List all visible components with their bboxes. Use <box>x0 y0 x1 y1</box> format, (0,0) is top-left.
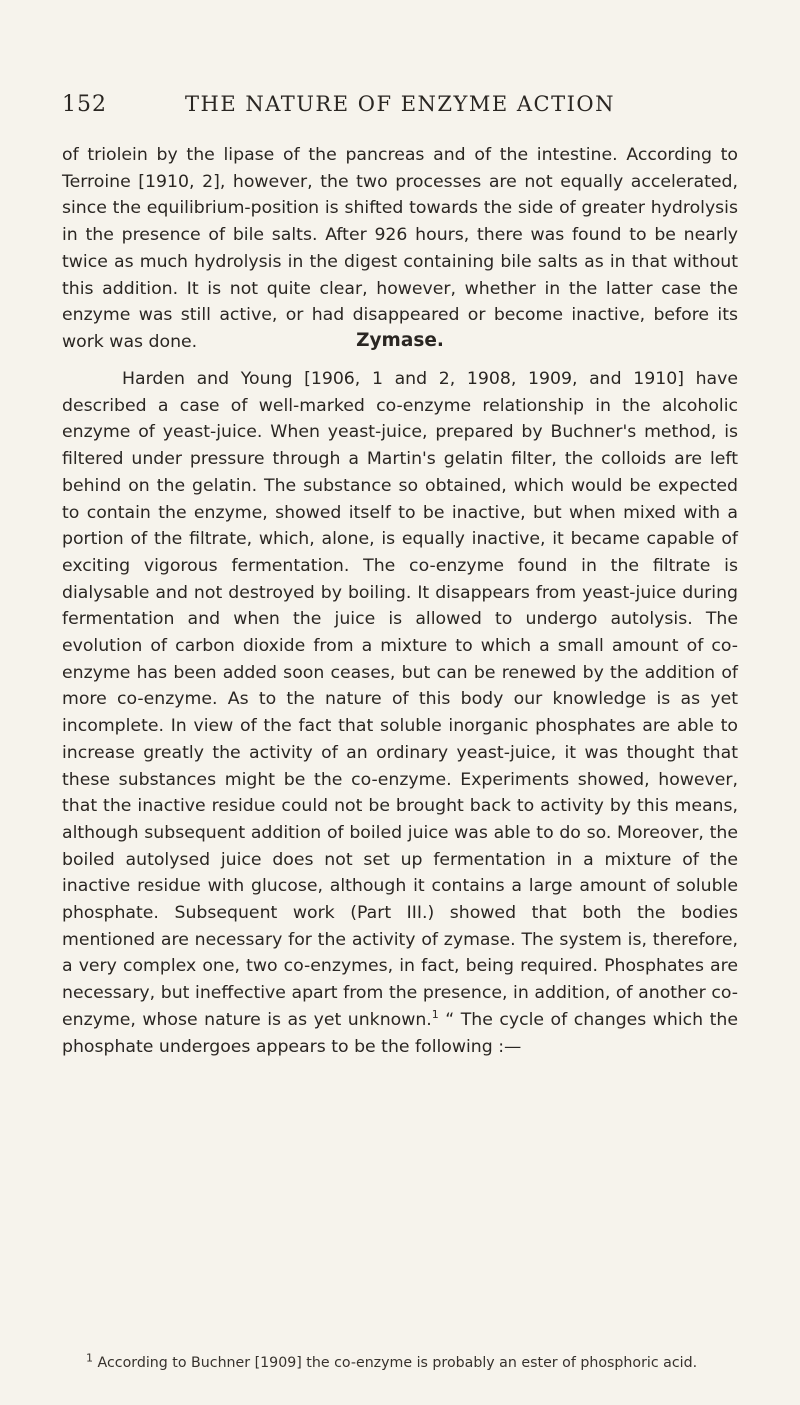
page-number: 152 <box>62 92 107 117</box>
paragraph-2 <box>62 366 738 1060</box>
running-head: THE NATURE OF ENZYME ACTION <box>185 92 615 116</box>
paragraph-1: of triolein by the lipase of the pancreas and of the intestine. According to Terroine [1910, 2], however, the two processes are not equally accelerated, since the equilibrium-position is shifted towards the side of greater hydrolysis in the presence of bile salts. After 926 hours, there was found to be nearly twice as much hydrolysis in the digest containing bile salts as in that without this addition. It is not quite clear, however, whether in the latter case the enzyme was still active, or had disappeared or become inactive, before its work was done. <box>62 145 738 352</box>
footnote <box>62 1353 738 1373</box>
section-heading: Zymase. <box>356 330 444 351</box>
footnote-marker: 1 <box>86 1351 93 1365</box>
page-header <box>62 92 738 122</box>
footnote-text: According to Buchner [1909] the co-enzyme is probably an ester of phosphoric acid. <box>93 1355 698 1371</box>
footnote-reference[interactable]: 1 <box>431 1008 439 1022</box>
paragraph-2-continued: “ The cycle of changes which the phosphate undergoes appears to be the following :— <box>62 1009 738 1057</box>
paragraph-2-body: Harden and Young [1906, 1 and 2, 1908, 1909, and 1910] have described a case of well-marked co-enzyme relationship in the alcoholic enzyme of yeast-juice. When yeast-juice, prepared by Buchner's method, is filtered under pressure through a Martin's gelatin filter, the colloids are left behind on the gelatin. The substance so obtained, which would be expected to contain the enzyme, showed itself to be inactive, but when mixed with a portion of the filtrate, which, alone, is equally inactive, it became capable of exciting vigorous fermentation. The co-enzyme found in the filtrate is dialysable and not destroyed by boiling. It disappears from yeast-juice during fermentation and when the juice is allowed to undergo autolysis. The evolution of carbon dioxide from a mixture to which a small amount of co-enzyme has been added soon ceases, but can be renewed by the addition of more co-enzyme. As to the nature of this body our knowledge is as yet incomplete. In view of the fact that soluble inorganic phosphates are able to increase greatly the activity of an ordinary yeast-juice, it was thought that these substances might be the co-enzyme. Experiments showed, however, that the inactive residue could not be brought back to activity by this means, although subsequent addition of boiled juice was able to do so. Moreover, the boiled autolysed juice does not set up fermentation in a mixture of the inactive residue with glucose, although it contains a large amount of soluble phosphate. Subsequent work (Part III.) showed that both the bodies mentioned are necessary for the activity of zymase. The system is, therefore, a very complex one, two co-enzymes, in fact, being required. Phosphates are necessary, but ineffective apart from the presence, in addition, of another co-enzyme, whose nature is as yet unknown. <box>62 369 738 1030</box>
